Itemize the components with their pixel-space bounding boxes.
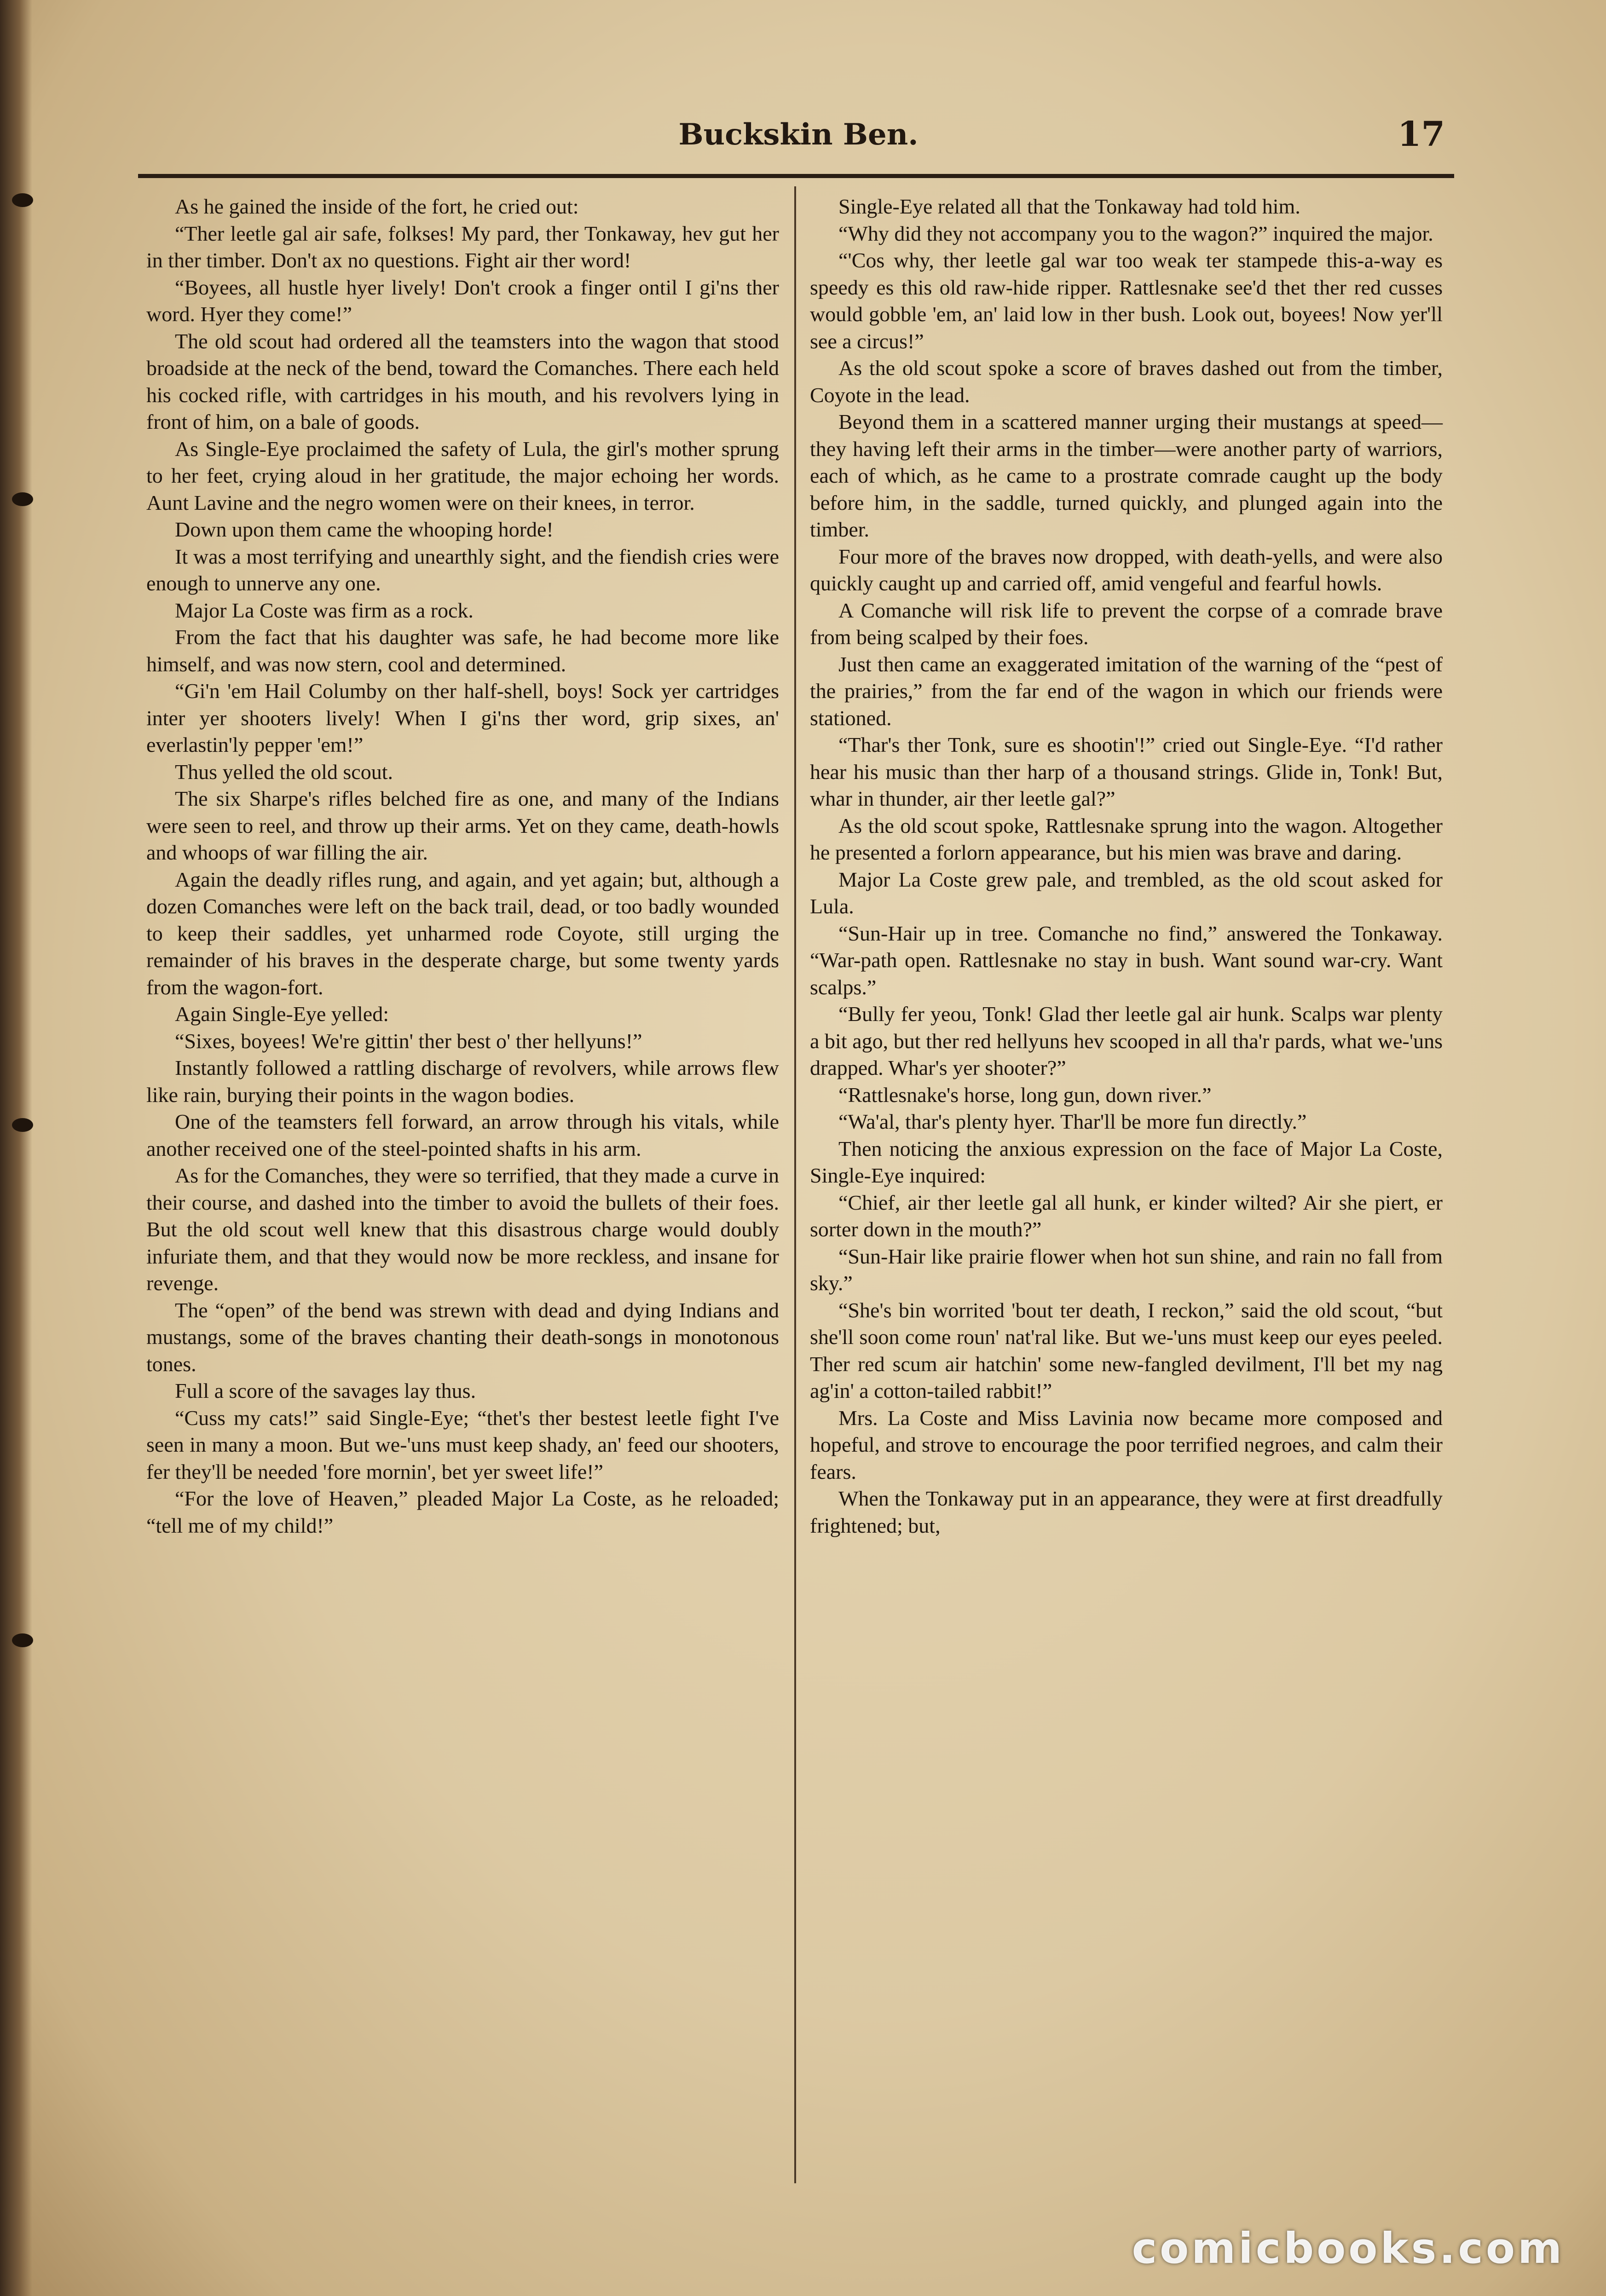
paragraph: “Cuss my cats!” said Single-Eye; “thet's ther bestest leetle fight I've seen in many a moon. But we-'uns must keep shady, an' feed our shooters, fer they'll be needed 'fore mornin', bet yer sweet life!” [146,1406,779,1483]
paragraph: From the fact that his daughter was safe, he had become more like himself, and was now stern, cool and determined. [146,625,779,676]
paragraph: “Gi'n 'em Hail Columby on ther half-shell, boys! Sock yer cartridges inter yer shooters lively! When I gi'ns ther word, grip sixes, an' everlastin'ly pepper 'em!” [146,679,779,756]
paragraph: “Bully fer yeou, Tonk! Glad ther leetle gal air hunk. Scalps war plenty a bit ago, but ther red hellyuns hev scooped in all tha'r pards, what we-'uns drapped. Whar's yer shooter?” [810,1002,1443,1079]
paragraph: The “open” of the bend was strewn with dead and dying Indians and mustangs, some of the braves chanting their death-songs in monotonous tones. [146,1298,779,1376]
paragraph: Major La Coste grew pale, and trembled, as the old scout asked for Lula. [810,867,1443,918]
right-column [810,193,1443,1539]
paragraph: “Wa'al, thar's plenty hyer. Thar'll be more fun directly.” [838,1110,1307,1133]
paragraph: Major La Coste was firm as a rock. [175,598,474,622]
paragraph: “For the love of Heaven,” pleaded Major La Coste, as he reloaded; “tell me of my child!” [146,1487,779,1537]
paragraph: The six Sharpe's rifles belched fire as one, and many of the Indians were seen to reel, and throw up their arms. Yet on they came, death-howls and whoops of war filling the air. [146,787,779,864]
paragraph: One of the teamsters fell forward, an arrow through his vitals, while another received one of the steel-pointed shafts in his arm. [146,1110,779,1160]
paragraph: “She's bin worrited 'bout ter death, I reckon,” said the old scout, “but she'll soon come roun' nat'ral like. But we-'uns must keep our eyes peeled. Ther red scum air hatchin' some new-fangled devilment, I'll bet my nag ag'in' a cotton-tailed rabbit!” [810,1298,1443,1402]
paragraph: “Rattlesnake's horse, long gun, down river.” [838,1083,1212,1107]
paragraph: As he gained the inside of the fort, he cried out: [175,195,579,218]
paragraph: As the old scout spoke, Rattlesnake sprung into the wagon. Altogether he presented a forlorn appearance, but his mien was brave and daring. [810,813,1443,864]
binding-hole [12,193,33,207]
paragraph: Instantly followed a rattling discharge of revolvers, while arrows flew like rain, burying their points in the wagon bodies. [146,1056,779,1107]
site-watermark: comicbooks.com [1132,2224,1565,2273]
paragraph: As the old scout spoke a score of braves dashed out from the timber, Coyote in the lead. [810,356,1443,407]
paragraph: “Sixes, boyees! We're gittin' ther best o' ther hellyuns!” [175,1029,642,1053]
running-title: Buckskin Ben. [678,117,919,152]
paragraph: “Ther leetle gal air safe, folkses! My pard, ther Tonkaway, hev gut her in ther timber. Don't ax no questions. Fight air ther word! [146,221,779,272]
paragraph: Four more of the braves now dropped, with death-yells, and were also quickly caught up and carried off, amid vengeful and fearful howls. [810,544,1443,595]
paragraph: Again Single-Eye yelled: [175,1002,389,1026]
header-rule [138,174,1454,178]
paragraph: “Why did they not accompany you to the wagon?” inquired the major. [838,221,1433,245]
paragraph: “Sun-Hair up in tree. Comanche no find,” answered the Tonkaway. “War-path open. Rattlesnake no stay in bush. Want sound war-cry. Want scalps.” [810,921,1443,999]
paragraph: As for the Comanches, they were so terrified, that they made a curve in their course, and dashed into the timber to avoid the bullets of their foes. But the old scout well knew that this disastrous charge would doubly infuriate them, and that they would now be more reckless, and insane for revenge. [146,1164,779,1295]
paragraph: “Thar's ther Tonk, sure es shootin'!” cried out Single-Eye. “I'd rather hear his music than ther harp of a thousand strings. Glide in, Tonk! But, whar in thunder, air ther leetle gal?” [810,733,1443,810]
paragraph: As Single-Eye proclaimed the safety of Lula, the girl's mother sprung to her feet, crying aloud in her gratitude, the major echoing her words. Aunt Lavine and the negro women were on their knees, in terror. [146,437,779,514]
paragraph: Full a score of the savages lay thus. [175,1379,476,1402]
page-header [152,117,1445,168]
paragraph: Then noticing the anxious expression on the face of Major La Coste, Single-Eye inquired: [810,1136,1443,1187]
paragraph: It was a most terrifying and unearthly sight, and the fiendish cries were enough to unnerve any one. [146,544,779,595]
paragraph: Just then came an exaggerated imitation of the warning of the “pest of the prairies,” from the far end of the wagon in which our friends were stationed. [810,652,1443,730]
paragraph: “Chief, air ther leetle gal all hunk, er kinder wilted? Air she piert, er sorter down in the mouth?” [810,1190,1443,1241]
paragraph: Beyond them in a scattered manner urging their mustangs at speed—they having left their arms in the timber—were another party of warriors, each of which, as he came to a prostrate comrade caught up the body before him, in the saddle, turned quickly, and plunged again into the timber. [810,410,1443,541]
page-binding-edge [0,0,32,2296]
page-number: 17 [1398,115,1445,154]
column-divider [794,186,796,2183]
left-column [146,193,779,1539]
binding-hole [12,1118,33,1132]
paragraph: “'Cos why, ther leetle gal war too weak ter stampede this-a-way es speedy es this old raw-hide ripper. Rattlesnake see'd thet ther red cusses would gobble 'em, an' laid low in ther bush. Look out, boyees! Now yer'll see a circus!” [810,248,1443,353]
paragraph: When the Tonkaway put in an appearance, they were at first dreadfully frightened; but, [810,1487,1443,1537]
paragraph: Mrs. La Coste and Miss Lavinia now became more composed and hopeful, and strove to encourage the poor terrified negroes, and calm their fears. [810,1406,1443,1483]
paragraph: Thus yelled the old scout. [175,760,393,784]
paragraph: A Comanche will risk life to prevent the corpse of a comrade brave from being scalped by their foes. [810,598,1443,649]
binding-hole [12,1633,33,1647]
paragraph: “Sun-Hair like prairie flower when hot sun shine, and rain no fall from sky.” [810,1244,1443,1295]
paragraph: “Boyees, all hustle hyer lively! Don't crook a finger ontil I gi'ns ther word. Hyer they come!” [146,275,779,326]
paragraph: Again the deadly rifles rung, and again, and yet again; but, although a dozen Comanches were left on the back trail, dead, or too badly wounded to keep their saddles, yet unharmed rode Coyote, still urging the remainder of his braves in the desperate charge, but some twenty yards from the wagon-fort. [146,867,779,999]
paragraph: Single-Eye related all that the Tonkaway had told him. [838,195,1300,218]
binding-hole [12,492,33,506]
paragraph: Down upon them came the whooping horde! [175,518,554,541]
paragraph: The old scout had ordered all the teamsters into the wagon that stood broadside at the neck of the bend, toward the Comanches. There each held his cocked rifle, with cartridges in his mouth, and his revolvers lying in front of him, on a bale of goods. [146,329,779,433]
